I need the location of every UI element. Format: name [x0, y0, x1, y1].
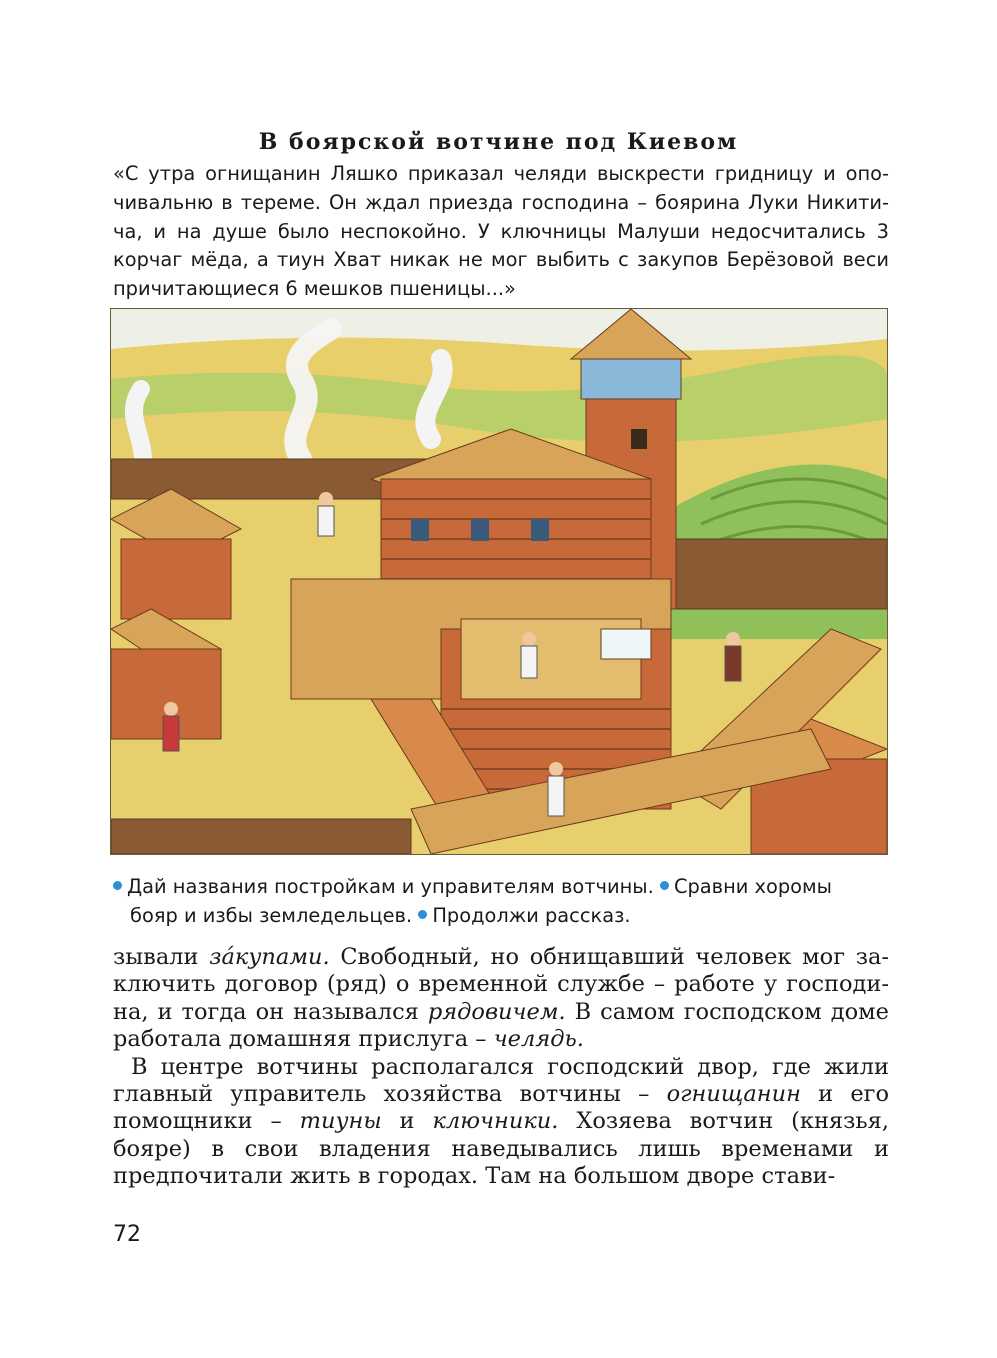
- text: Свободный, но обнищавший человек мог за-ключить договор (ряд) о временной службе – работе у господи-на, и тогда он назывался: [113, 944, 889, 1025]
- caption-line-1: [113, 872, 893, 901]
- bullet-icon: [113, 881, 122, 890]
- quote-line: «С утра огнищанин Ляшко приказал челяди выскрести гридницу и опо-: [113, 162, 889, 185]
- page-number: 72: [113, 1222, 141, 1247]
- question-1: Дай названия постройкам и управителям вотчины.: [127, 875, 654, 898]
- estate-illustration-svg: [111, 309, 887, 854]
- section-title: В боярской вотчине под Киевом: [258, 129, 739, 155]
- quote-block: [113, 160, 889, 304]
- paragraph-1: [113, 944, 889, 1054]
- bullet-icon: [660, 881, 669, 890]
- estate-illustration: [110, 308, 888, 855]
- text: и: [381, 1108, 433, 1135]
- quote-line: причитающиеся 6 мешков пшеницы...»: [113, 277, 516, 301]
- quote-line: чивальню в тереме. Он ждал приезда господина – боярина Луки Никити-: [113, 190, 889, 214]
- text: В центре вотчины располагался господский двор, где жили главный управитель хозяйства вотчины –: [113, 1053, 889, 1108]
- text: В самом господском доме работала домашняя прислуга –: [113, 998, 889, 1053]
- text: зывали: [113, 944, 210, 970]
- bullet-icon: [418, 910, 427, 919]
- quote-line: ча, и на душе было неспокойно. У ключницы Малуши недосчитались 3: [113, 219, 889, 243]
- paragraph-2: [113, 1054, 889, 1191]
- question-2-part-2: бояр и избы земледельцев.: [130, 904, 413, 927]
- term-ryadovich: рядовичем.: [427, 998, 566, 1025]
- body-text: [113, 944, 889, 1191]
- term-chelyad: челядь.: [493, 1026, 584, 1053]
- caption-line-2: [113, 901, 893, 930]
- question-3: Продолжи рассказ.: [432, 904, 631, 927]
- question-2-part-1: Сравни хоромы: [673, 875, 832, 898]
- text: и его помощники –: [113, 1081, 889, 1135]
- term-zakupy: за́купами.: [209, 944, 330, 970]
- quote-line: корчаг мёда, а тиун Хват никак не мог выбить с закупов Берёзовой веси: [113, 248, 889, 272]
- caption: [113, 872, 893, 930]
- text: Хозяева вотчин (князья, бояре) в свои владения наведывались лишь временами и предпочитали жить в городах. Там на большом дворе стави-: [113, 1108, 889, 1190]
- term-klyuchniki: ключники.: [432, 1108, 559, 1135]
- term-ognishchanin: огнищанин: [666, 1081, 801, 1108]
- term-tiuny: тиуны: [299, 1108, 382, 1135]
